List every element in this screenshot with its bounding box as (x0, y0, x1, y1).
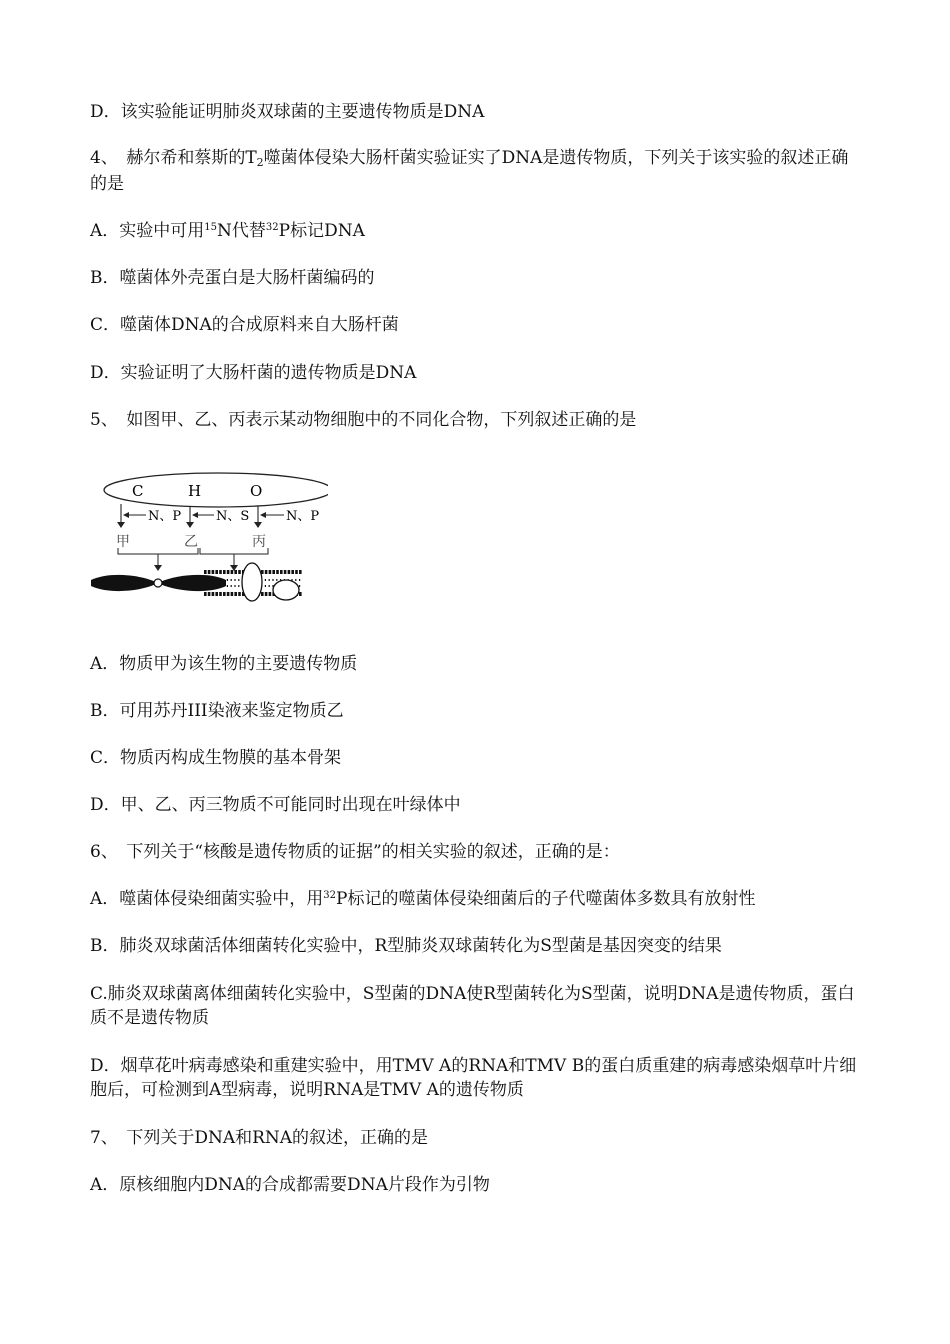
add-elements-right: N、P (286, 509, 320, 524)
add-elements-left: N、P (148, 509, 182, 524)
add-elements-mid: N、S (216, 509, 250, 524)
q4-stem: 4、 赫尔希和蔡斯的$T_2$噬菌体侵染大肠杆菌实验证实了DNA是遗传物质，下列关于该实验的叙述正确的是 (90, 148, 849, 194)
arrow-down-icon (117, 522, 125, 528)
arrow-down-icon (254, 522, 262, 528)
arrow-down-icon (154, 565, 162, 571)
label-bing: 丙 (252, 534, 266, 550)
q7-stem: 7、 下列关于DNA和RNA的叙述，正确的是 (90, 1128, 429, 1148)
compound-diagram (88, 468, 328, 618)
q3-option-d: D．该实验能证明肺炎双球菌的主要遗传物质是DNA (90, 102, 485, 122)
q6-option-b: B．肺炎双球菌活体细菌转化实验中，R型肺炎双球菌转化为S型菌是基因突变的结果 (90, 936, 722, 956)
q5-option-a: A．物质甲为该生物的主要遗传物质 (90, 654, 358, 674)
q4-option-c: C．噬菌体DNA的合成原料来自大肠杆菌 (90, 315, 399, 335)
element-o: O (250, 482, 263, 500)
q5-option-d: D．甲、乙、丙三物质不可能同时出现在叶绿体中 (90, 795, 461, 815)
element-c: C (132, 482, 144, 500)
q5-option-b: B．可用苏丹III染液来鉴定物质乙 (90, 701, 344, 721)
arrow-left-icon (123, 512, 129, 518)
chromosome-icon (91, 575, 226, 591)
q5-stem: 5、 如图甲、乙、丙表示某动物细胞中的不同化合物，下列叙述正确的是 (90, 410, 637, 430)
q7-option-a: A．原核细胞内DNA的合成都需要DNA片段作为引物 (90, 1175, 490, 1195)
q6-option-a: A．噬菌体侵染细菌实验中，用$^{32}$P标记的噬菌体侵染细菌后的子代噬菌体多数具有放射性 (90, 889, 756, 909)
q4-option-d: D．实验证明了大肠杆菌的遗传物质是DNA (90, 363, 417, 383)
q6-option-c: C.肺炎双球菌离体细菌转化实验中，S型菌的DNA使R型菌转化为S型菌，说明DNA是遗传物质，蛋白质不是遗传物质 (90, 984, 855, 1028)
arrow-down-icon (186, 522, 194, 528)
q6-option-d: D．烟草花叶病毒感染和重建实验中，用TMV A的RNA和TMV B的蛋白质重建的病毒感染烟草叶片细胞后，可检测到A型病毒，说明RNA是TMV A的遗传物质 (90, 1056, 857, 1100)
arrow-left-icon (260, 512, 266, 518)
q4-option-b: B．噬菌体外壳蛋白是大肠杆菌编码的 (90, 268, 375, 288)
element-h: H (188, 482, 202, 500)
q5-option-c: C．物质丙构成生物膜的基本骨架 (90, 748, 342, 768)
q4-option-a: A．实验中可用$^{15}$N代替$^{32}$P标记DNA (90, 221, 365, 241)
arrow-left-icon (192, 512, 198, 518)
label-jia: 甲 (116, 534, 130, 550)
label-yi: 乙 (184, 534, 198, 550)
q6-stem: 6、 下列关于“核酸是遗传物质的证据”的相关实验的叙述，正确的是： (90, 842, 620, 862)
